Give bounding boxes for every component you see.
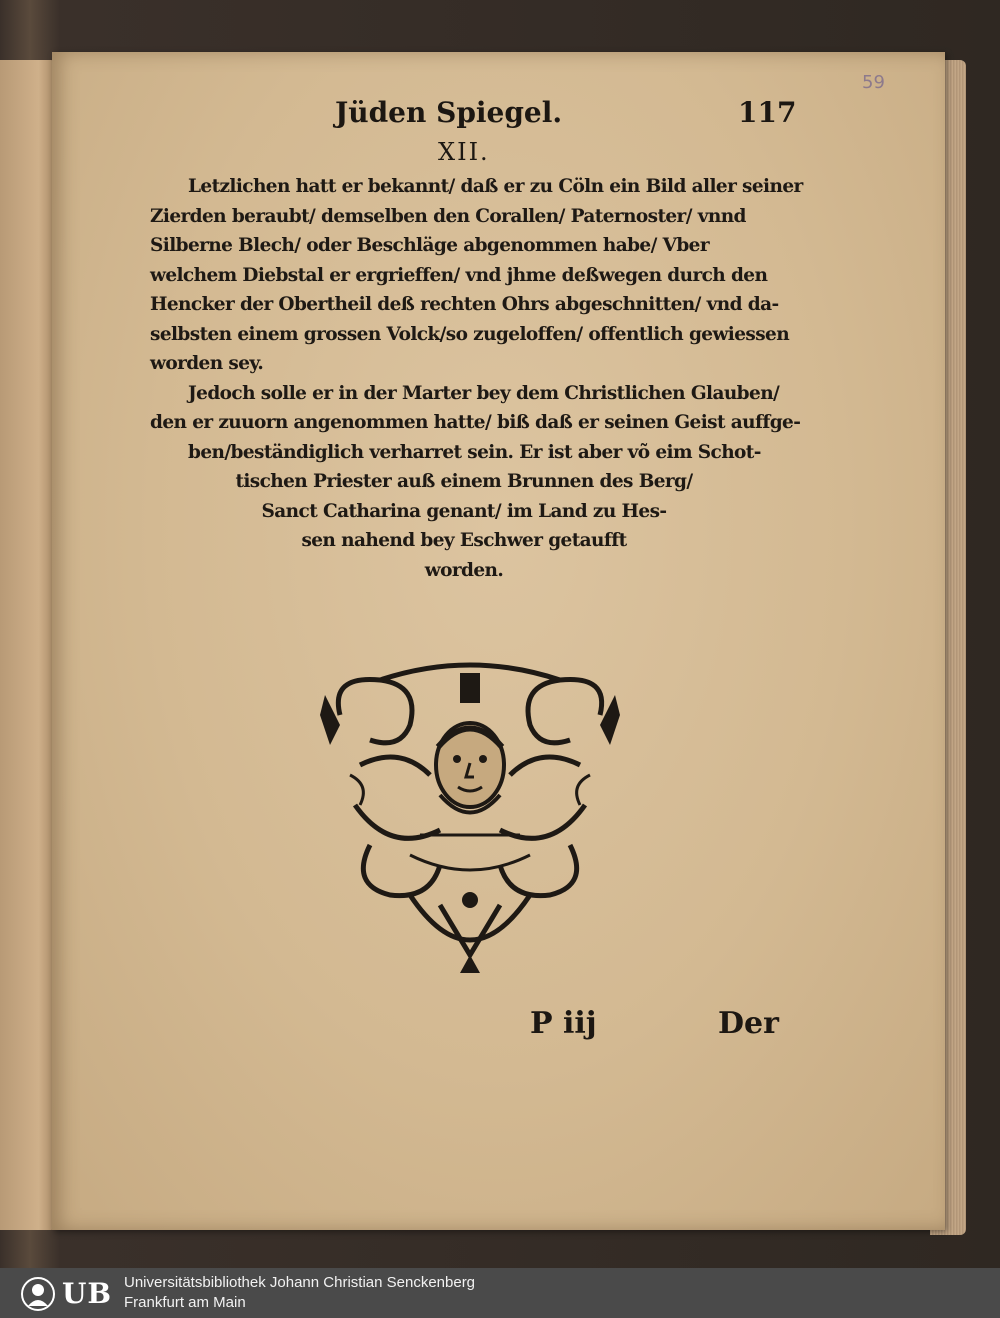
footer-bar (0, 1268, 1000, 1318)
woodcut-ornament (310, 655, 630, 975)
library-seal-icon (20, 1276, 56, 1312)
signature-mark: P iij (530, 1006, 597, 1041)
library-logo: UB (62, 1277, 113, 1310)
body-text (150, 172, 803, 585)
institution-city: Frankfurt am Main (124, 1294, 246, 1311)
text-line: Hencker der Obertheil deß rechten Ohrs abgeschnitten/ vnd da- (150, 294, 779, 315)
text-line: ben/beständiglich verharret sein. Er ist aber võ eim Schot- (188, 441, 761, 463)
page-number: 117 (738, 96, 797, 129)
text-line: welchem Diebstal er ergrieffen/ vnd jhme deßwegen durch den (150, 264, 768, 286)
text-line: Letzlichen hatt er bekannt/ daß er zu Cöln ein Bild aller seiner (188, 176, 803, 197)
text-line: Silberne Blech/ oder Beschläge abgenommen habe/ Vber (150, 235, 709, 256)
catchword: Der (718, 1006, 779, 1041)
paragraph-1 (150, 172, 803, 379)
text-line: tischen Priester auß einem Brunnen des Berg/ (235, 471, 693, 492)
text-line: Sanct Catharina genant/ im Land zu Hes- (261, 500, 667, 522)
text-line: den er zuuorn angenommen hatte/ biß daß er seinen Geist auffge- (150, 412, 801, 433)
section-numeral: XII. (438, 138, 490, 166)
text-line: worden. (424, 559, 504, 581)
folio-note: 59 (862, 72, 885, 93)
running-head: Jüden Spiegel. (335, 96, 563, 129)
left-page-edge (0, 60, 55, 1230)
text-line: selbsten einem grossen Volck/so zugeloffen/ offentlich gewiessen (150, 323, 790, 345)
text-line: Zierden beraubt/ demselben den Corallen/ Paternoster/ vnnd (150, 205, 746, 227)
text-line: worden sey. (150, 353, 264, 374)
text-line: Jedoch solle er in der Marter bey dem Christlichen Glauben/ (188, 382, 780, 404)
text-line: sen nahend bey Eschwer getaufft (301, 530, 627, 551)
paragraph-2 (150, 379, 801, 586)
institution-name: Universitätsbibliothek Johann Christian Senckenberg (124, 1274, 476, 1291)
